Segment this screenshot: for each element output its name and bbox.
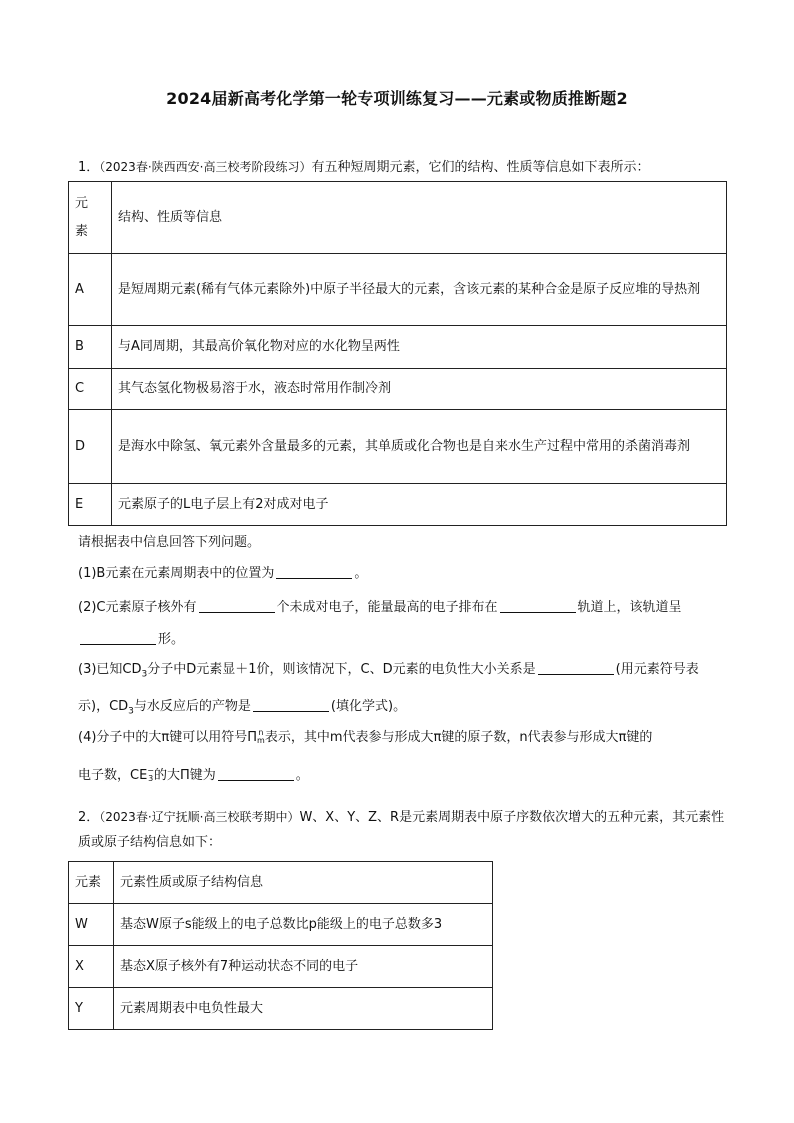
- sub-question-text: 电子数，CE: [78, 768, 148, 783]
- sub-question-text: 形。: [158, 632, 185, 647]
- sub-question-text: (3)已知CD: [78, 662, 142, 677]
- table-row: [69, 254, 727, 326]
- question-2-intro: [78, 805, 728, 855]
- row-key: B: [69, 326, 112, 369]
- row-key: W: [69, 904, 114, 946]
- document-title: 2024届新高考化学第一轮专项训练复习——元素或物质推断题2: [166, 89, 628, 108]
- sub-question-text: 分子中D元素显＋1价，则该情况下，C、D元素的电负性大小关系是: [147, 662, 536, 677]
- row-value: 与A同周期，其最高价氧化物对应的水化物呈两性: [112, 326, 727, 369]
- sub-question-text: (2)C元素原子核外有: [78, 600, 197, 615]
- answer-blank[interactable]: [538, 660, 614, 675]
- sub-question-text: 个未成对电子，能量最高的电子排布在: [276, 600, 498, 615]
- answer-blank[interactable]: [80, 630, 156, 645]
- row-key: E: [69, 484, 112, 526]
- row-key: C: [69, 369, 112, 410]
- sub-question-text: (填化学式)。: [330, 698, 407, 714]
- table-row: [69, 326, 727, 369]
- question-1-intro: [78, 157, 728, 178]
- sub-question-text: 。: [295, 768, 309, 783]
- row-value: 基态X原子核外有7种运动状态不同的电子: [114, 946, 493, 988]
- question-number: 2．: [78, 810, 100, 825]
- row-value: 是海水中除氢、氧元素外含量最多的元素，其单质或化合物也是自来水生产过程中常用的杀菌消毒剂: [112, 410, 727, 484]
- answer-blank[interactable]: [253, 697, 329, 712]
- answer-blank[interactable]: [276, 564, 352, 579]
- table-header-row: [69, 862, 493, 904]
- sub-question-text: (1)B元素在元素周期表中的位置为: [78, 566, 275, 581]
- table-row: [69, 369, 727, 410]
- question-source: （2023春·陕西西安·高三校考阶段练习）: [99, 160, 312, 174]
- row-key: X: [69, 946, 114, 988]
- table-header-row: [69, 182, 727, 254]
- sub-question-text: 。: [354, 566, 368, 581]
- sub-question-text: 的大Π键为: [154, 768, 216, 783]
- sub-question-text: 与水反应后的产物是: [133, 698, 251, 714]
- sub-question-text: 轨道上，该轨道呈: [577, 600, 682, 615]
- question-number: 1．: [78, 160, 100, 175]
- row-value: 其气态氢化物极易溶于水，液态时常用作制冷剂: [112, 369, 727, 410]
- row-value: 基态W原子s能级上的电子总数比p能级上的电子总数多3: [114, 904, 493, 946]
- row-value: 元素原子的L电子层上有2对成对电子: [112, 484, 727, 526]
- header-value: 结构、性质等信息: [112, 182, 727, 254]
- answer-blank[interactable]: [500, 598, 576, 613]
- row-key: Y: [69, 988, 114, 1030]
- question-prompt: 请根据表中信息回答下列问题。: [78, 535, 261, 550]
- question-text: W、X、Y、Z、R是元素周期表中原子序数依次增大的五种元素，其元素性质或原子结构信息如下：: [78, 810, 725, 850]
- answer-blank[interactable]: [218, 766, 294, 781]
- element-info-table-1: [68, 181, 727, 526]
- header-key: 元素: [69, 182, 112, 254]
- row-value: 是短周期元素(稀有气体元素除外)中原子半径最大的元素，含该元素的某种合金是原子反应堆的导热剂: [112, 254, 727, 326]
- question-text: 有五种短周期元素，它们的结构、性质等信息如下表所示：: [311, 160, 650, 175]
- row-key: D: [69, 410, 112, 484]
- sub-question-text: (4)分子中的大π键可以用符号Π: [78, 730, 258, 745]
- sub-question-2: [78, 592, 728, 656]
- sub-question-3: (3)已知$CD_3$分子中D元素显＋1价，则该情况下，C、D元素的电负性大小关系是 (用元素符号表示)，$CD_3$与水反应后的产物是 (填化学式)。: [78, 662, 699, 717]
- row-value: 元素周期表中电负性最大: [114, 988, 493, 1030]
- table-row: [69, 988, 493, 1030]
- element-info-table-2: [68, 861, 493, 1030]
- header-value: 元素性质或原子结构信息: [114, 862, 493, 904]
- answer-blank[interactable]: [199, 598, 275, 613]
- question-source: （2023春·辽宁抚顺·高三校联考期中）: [99, 810, 300, 824]
- sub-question-text: 表示，其中m代表参与形成大π键的原子数，n代表参与形成大π键的: [264, 730, 653, 745]
- row-key: A: [69, 254, 112, 326]
- sub-question-4: (4)分子中的大π键可以用符号Π n m 表示，其中m代表参与形成大π键的原子数，n代表参与形成大π键的 电子数，CE − 3 的大Π键为 。: [78, 728, 653, 783]
- table-row: [69, 946, 493, 988]
- table-row: [69, 410, 727, 484]
- header-key: 元素: [69, 862, 114, 904]
- table-row: [69, 904, 493, 946]
- sub-question-text: (用元素符号表示)，CD: [78, 662, 699, 714]
- sub-question-1: [78, 558, 728, 590]
- table-row: [69, 484, 727, 526]
